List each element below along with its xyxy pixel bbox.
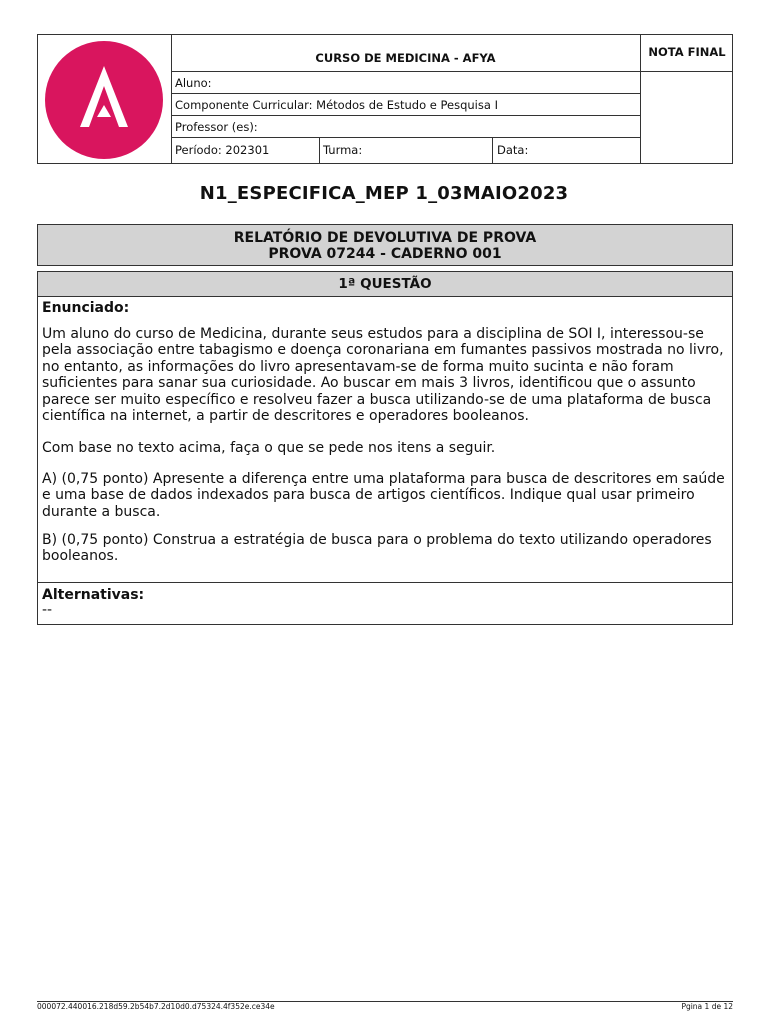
- alternativas-label: Alternativas:: [42, 587, 145, 603]
- header-table: [37, 34, 733, 164]
- componente-label: Componente Curricular: Métodos de Estudo e Pesquisa I: [175, 98, 498, 112]
- enunciado-paragraph: Um aluno do curso de Medicina, durante seus estudos para a disciplina de SOI I, interessou-se pela associação entre tabagismo e doença coronariana em fumantes passivos mostrada no livro, no entanto, as informações do livro apresentavam-se de forma muito sucinta e não foram suficientes para sanar sua curiosidade. Ao buscar em mais 3 livros, identificou que o assunto parece ser muito específico e resolveu fazer a busca utilizando-se de uma plataforma de busca científica na internet, a partir de descritores e operadores booleanos.: [42, 326, 724, 425]
- question-box: [37, 296, 733, 625]
- course-row: [171, 35, 640, 72]
- componente-row: [171, 94, 640, 116]
- nota-final-label: NOTA FINAL: [648, 45, 726, 59]
- page-number: Pgina 1 de 12: [681, 1002, 733, 1011]
- data-label: Data:: [497, 143, 529, 157]
- footer-code: 000072.440016.218d59.2b54b7.2d10d0.d75324.4f352e.ce34e: [37, 1002, 275, 1011]
- item-b: B) (0,75 ponto) Construa a estratégia de busca para o problema do texto utilizando operadores booleanos.: [42, 532, 712, 565]
- report-band: [37, 224, 733, 266]
- nota-final-cell: [640, 35, 733, 163]
- nota-final-header: [641, 35, 733, 72]
- aluno-label: Aluno:: [175, 76, 212, 90]
- report-subtitle: PROVA 07244 - CADERNO 001: [268, 246, 502, 262]
- header-info: [171, 35, 640, 163]
- alternativas-value: --: [42, 602, 53, 618]
- periodo-label: Período: 202301: [175, 143, 270, 157]
- turma-label: Turma:: [323, 143, 363, 157]
- course-title: CURSO DE MEDICINA - AFYA: [315, 51, 496, 65]
- question-heading: 1ª QUESTÃO: [37, 271, 733, 297]
- periodo-row: [171, 138, 640, 163]
- enunciado-label: Enunciado:: [42, 300, 130, 316]
- report-title: RELATÓRIO DE DEVOLUTIVA DE PROVA: [233, 230, 537, 246]
- item-a: A) (0,75 ponto) Apresente a diferença entre uma plataforma para busca de descritores em saúde e uma base de dados indexados para busca de artigos científicos. Indique qual usar primeiro durante a busca.: [42, 471, 725, 520]
- afya-logo-icon: [40, 41, 168, 159]
- document-title: N1_ESPECIFICA_MEP 1_03MAIO2023: [199, 183, 569, 204]
- logo-cell: [38, 35, 172, 163]
- separator: [319, 138, 320, 163]
- separator: [492, 138, 493, 163]
- instruction-paragraph: Com base no texto acima, faça o que se pede nos itens a seguir.: [42, 440, 496, 456]
- professor-row: [171, 116, 640, 138]
- divider: [38, 582, 732, 583]
- aluno-row: [171, 72, 640, 94]
- professor-label: Professor (es):: [175, 120, 258, 134]
